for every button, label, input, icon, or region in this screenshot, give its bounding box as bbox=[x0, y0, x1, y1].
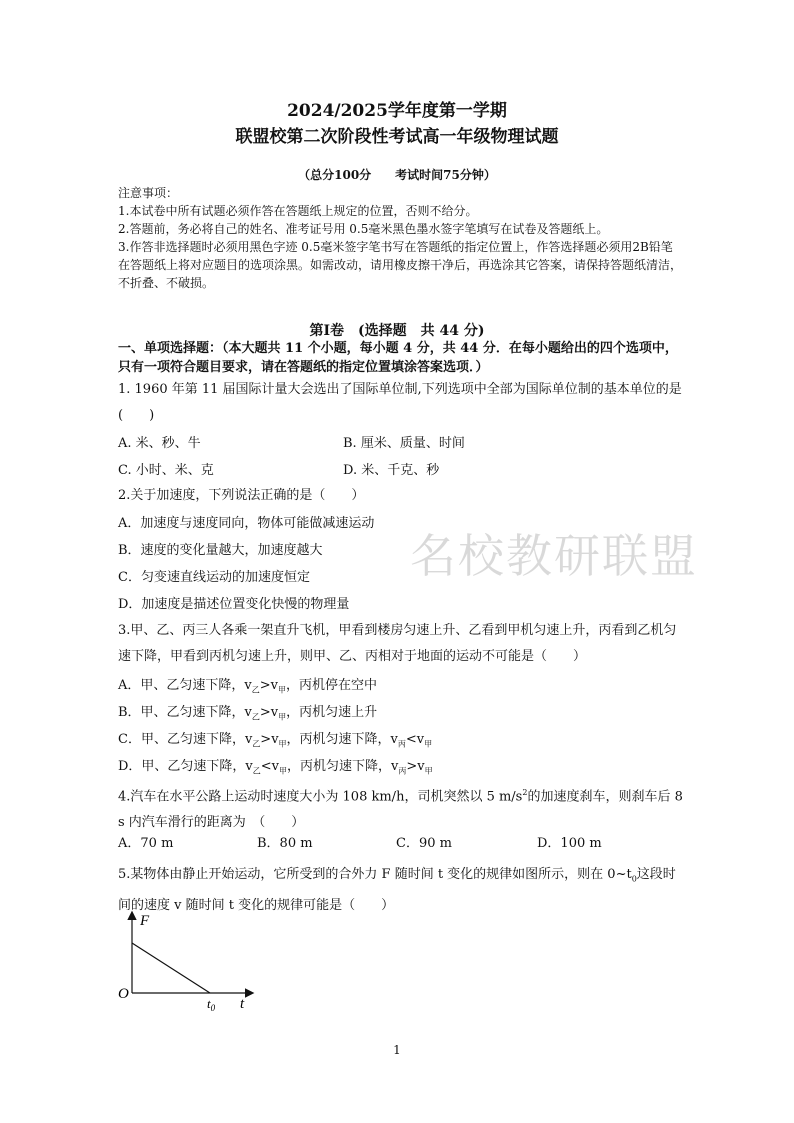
question-3-option-d: D．甲、乙匀速下降，$v_乙<v_甲$，丙机匀速下降，$v_丙>v_甲$ bbox=[118, 759, 433, 776]
section-instruction: 一、单项选择题：（本大题共 11 个小题，每小题 4 分，共 44 分．在每小题给出的四个选项中，只有一项符合题目要求，请在答题纸的指定位置填涂答案选项．） bbox=[118, 341, 678, 375]
question-1-option-d: D. 米、千克、秒 bbox=[343, 463, 440, 478]
question-1-option-b: B. 厘米、质量、时间 bbox=[343, 436, 465, 451]
watermark-text: 名校教研联盟 bbox=[410, 529, 698, 583]
question-3-stem: 3.甲、乙、丙三人各乘一架直升飞机，甲看到楼房匀速上升、乙看到甲机匀速上升，丙看到乙机匀速下降，甲看到丙机匀速上升，则甲、乙、丙相对于地面的运动不可能是（ ） bbox=[118, 623, 677, 664]
question-5-stem: 5.某物体由静止开始运动，它所受到的合外力 F 随时间 t 变化的规律如图所示，则在 $0\sim t_0$这段时间的速度 v 随时间 t 变化的规律可能是（ ） bbox=[118, 867, 676, 913]
question-3-option-c: C．甲、乙匀速下降，$v_乙>v_甲$，丙机匀速下降，$v_丙<v_甲$ bbox=[118, 732, 433, 749]
question-3-option-a: A．甲、乙匀速下降，$v_乙>v_甲$，丙机停在空中 bbox=[118, 678, 377, 695]
page-number: 1 bbox=[393, 1043, 401, 1057]
force-time-graph bbox=[112, 905, 272, 1015]
notes-block bbox=[118, 184, 683, 292]
origin-label: O bbox=[118, 986, 129, 1002]
force-line bbox=[132, 943, 210, 993]
question-2-stem: 2.关于加速度，下列说法正确的是（ ） bbox=[118, 488, 365, 503]
question-4-option-c: C．90 m bbox=[396, 836, 452, 851]
question-2-option-a: A．加速度与速度同向，物体可能做减速运动 bbox=[118, 516, 375, 531]
exam-meta: （总分100分 考试时间75分钟） bbox=[298, 168, 496, 182]
section-title: 第Ⅰ卷 (选择题 共 44 分) bbox=[309, 323, 485, 339]
note-item: 2.答题前，务必将自己的姓名、准考证号用 0.5毫米黑色墨水签字笔填写在试卷及答题纸上。 bbox=[118, 222, 609, 236]
question-1-option-c: C. 小时、米、克 bbox=[118, 463, 214, 478]
question-1-stem: 1. 1960 年第 11 届国际计量大会选出了国际单位制,下列选项中全部为国际单位制的基本单位的是 ( ) bbox=[118, 382, 695, 423]
x-axis-label: t bbox=[240, 996, 245, 1012]
t0-label: $t_0$ bbox=[207, 996, 216, 1013]
question-4-stem: 4.汽车在水平公路上运动时速度大小为 108 km/h，司机突然以 5 $m/s^2$的加速度刹车，则刹车后 8 s 内汽车滑行的距离为 （ ） bbox=[118, 788, 683, 831]
notes-heading: 注意事项： bbox=[118, 186, 179, 200]
exam-title: 联盟校第二次阶段性考试高一年级物理试题 bbox=[235, 127, 559, 147]
note-item: 3.作答非选择题时必须用黑色字迹 0.5毫米签字笔书写在答题纸的指定位置上，作答选择题必须用2B铅笔在答题纸上将对应题目的选项涂黑。如需改动，请用橡皮擦干净后，再选涂其它答案，请保持答题纸清洁，不折叠、不破损。 bbox=[118, 240, 683, 290]
y-axis-label: F bbox=[140, 913, 150, 929]
question-4-option-d: D．100 m bbox=[537, 836, 602, 851]
question-1-option-a: A. 米、秒、牛 bbox=[118, 436, 201, 451]
question-2-option-d: D．加速度是描述位置变化快慢的物理量 bbox=[118, 597, 350, 612]
question-3-option-b: B．甲、乙匀速下降，$v_乙>v_甲$，丙机匀速上升 bbox=[118, 705, 378, 722]
question-2-option-b: B．速度的变化量越大，加速度越大 bbox=[118, 543, 323, 558]
note-item: 1.本试卷中所有试题必须作答在答题纸上规定的位置，否则不给分。 bbox=[118, 204, 478, 218]
question-4-option-a: A．70 m bbox=[118, 836, 174, 851]
question-4-option-b: B．80 m bbox=[257, 836, 313, 851]
question-2-option-c: C．匀变速直线运动的加速度恒定 bbox=[118, 570, 310, 585]
exam-year-title: 2024/2025学年度第一学期 bbox=[287, 101, 507, 121]
